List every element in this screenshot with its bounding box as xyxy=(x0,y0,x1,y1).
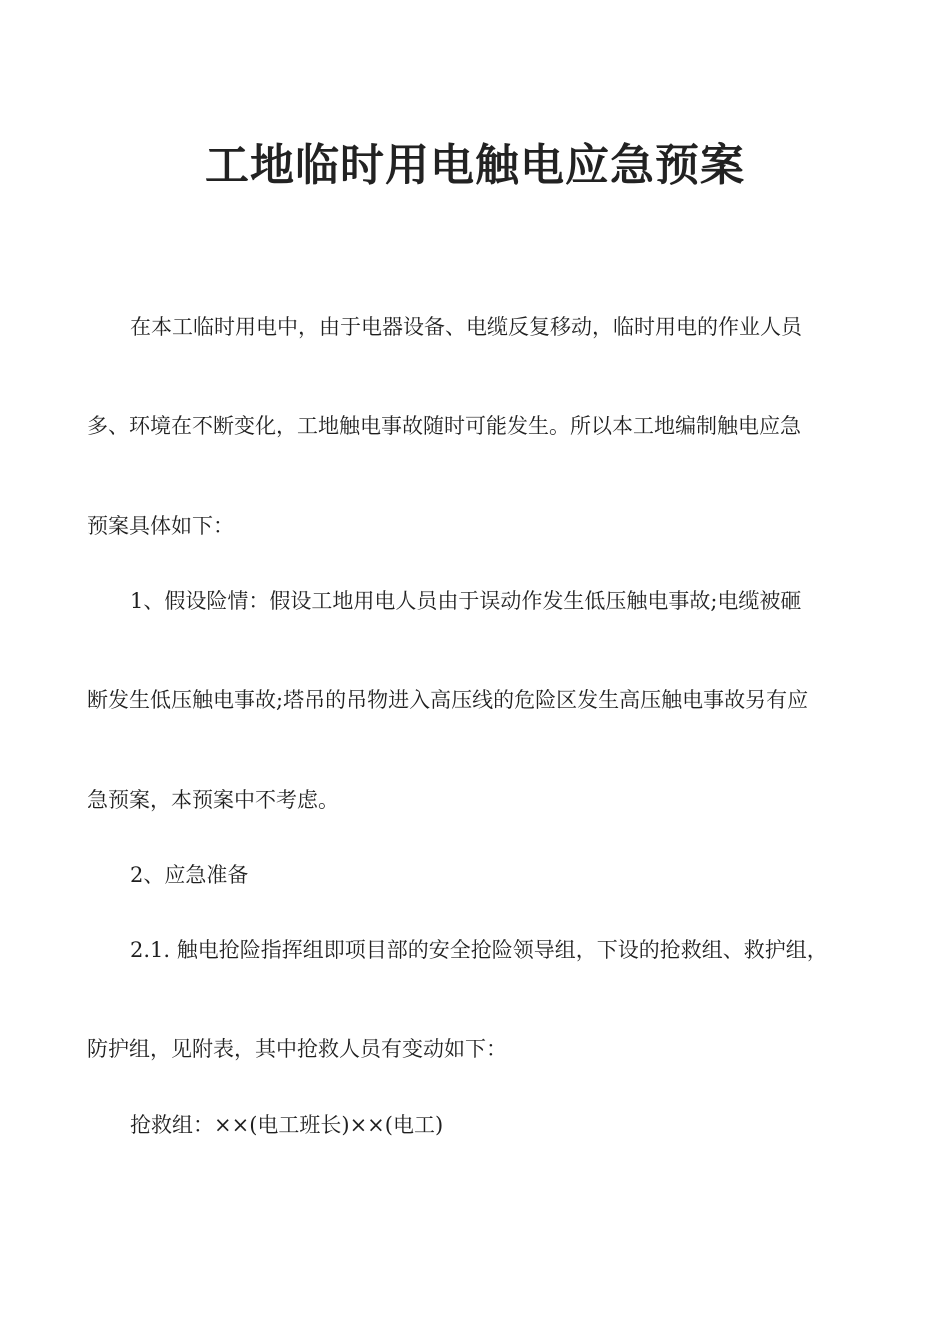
rescue-team-line: 抢救组：××(电工班长)××(电工) xyxy=(130,1113,444,1137)
paragraph-2-line-2: 断发生低压触电事故;塔吊的吊物进入高压线的危险区发生高压触电事故另有应 xyxy=(87,688,809,712)
document-title: 工地临时用电触电应急预案 xyxy=(205,140,745,191)
paragraph-3-line-1: 2.1. 触电抢险指挥组即项目部的安全抢险领导组，下设的抢救组、救护组， xyxy=(130,938,828,962)
paragraph-3-line-2: 防护组，见附表，其中抢救人员有变动如下： xyxy=(87,1037,507,1061)
paragraph-1-line-2: 多、环境在不断变化，工地触电事故随时可能发生。所以本工地编制触电应急 xyxy=(87,414,801,438)
paragraph-1-line-1: 在本工临时用电中，由于电器设备、电缆反复移动，临时用电的作业人员 xyxy=(130,315,802,339)
paragraph-2-line-3: 急预案，本预案中不考虑。 xyxy=(87,788,339,812)
paragraph-1-line-3: 预案具体如下： xyxy=(87,514,234,538)
paragraph-2-line-1: 1、假设险情：假设工地用电人员由于误动作发生低压触电事故;电缆被砸 xyxy=(130,589,802,613)
section-heading-emergency-prep: 2、应急准备 xyxy=(130,863,249,887)
